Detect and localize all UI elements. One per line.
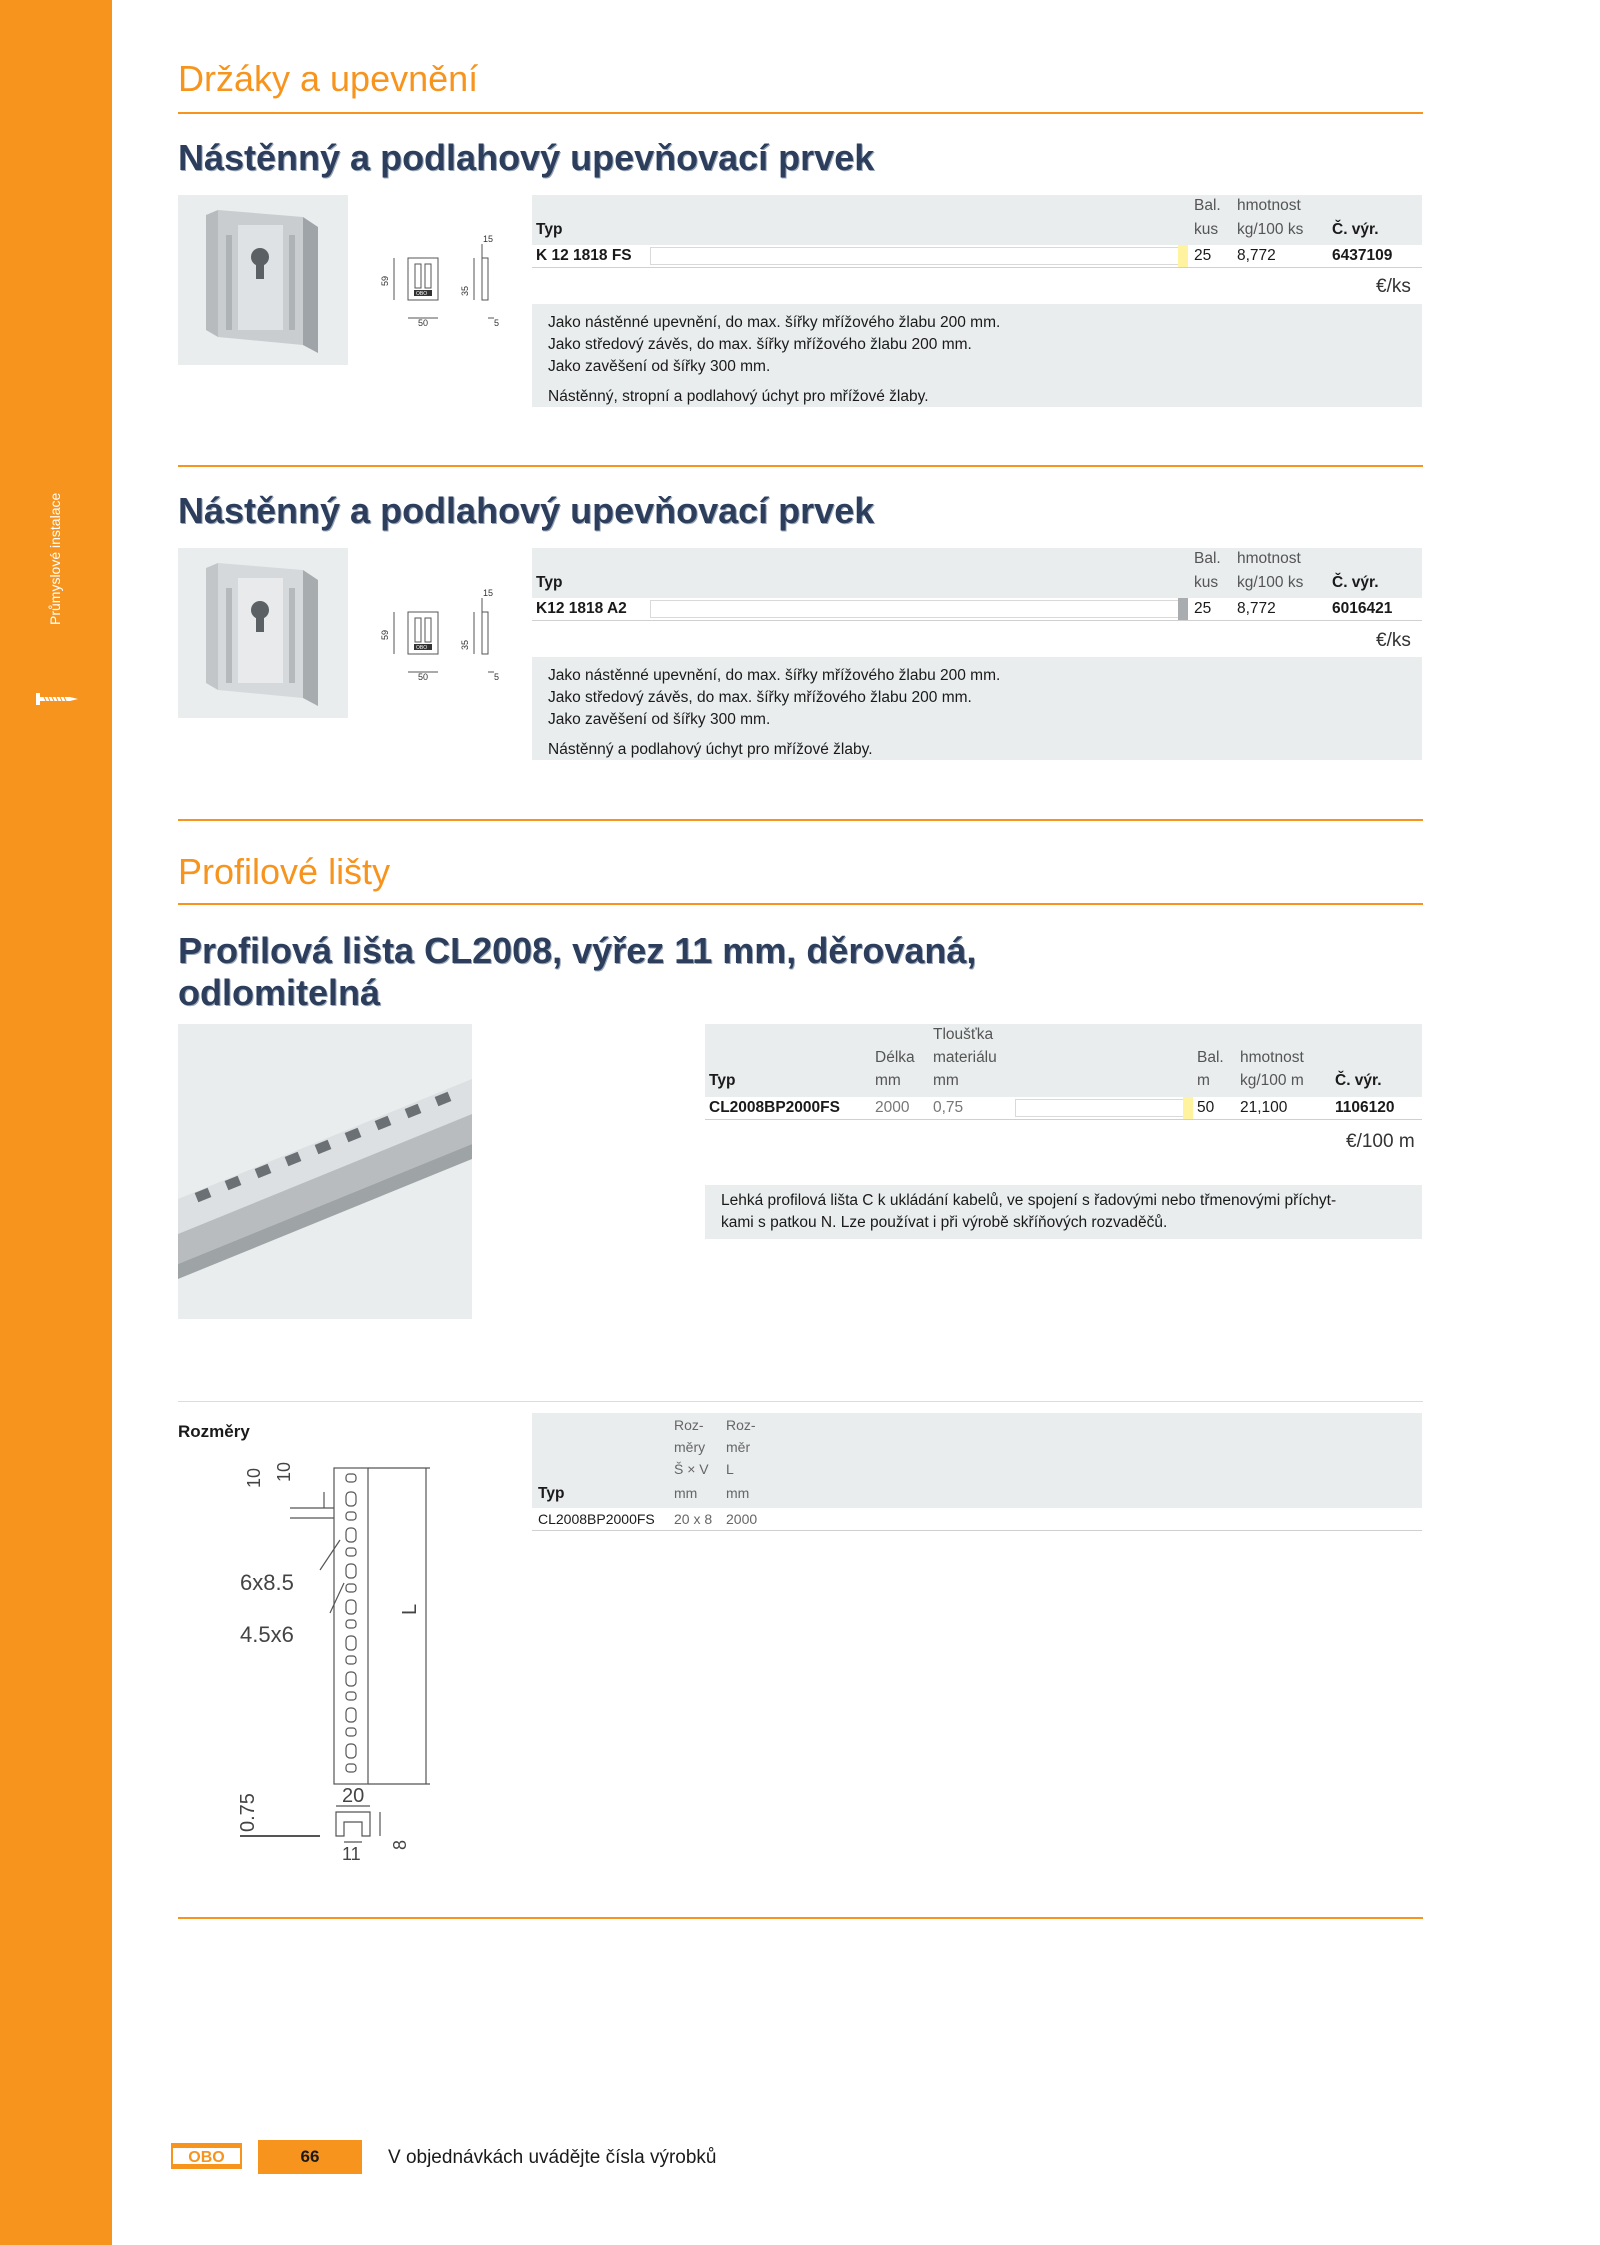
divider (178, 903, 1423, 905)
obo-logo (171, 2143, 242, 2169)
technical-drawing (370, 582, 510, 694)
section-title: Držáky a upevnění (178, 58, 479, 99)
svg-text:35: 35 (460, 285, 470, 296)
price-unit: €/100 m (1346, 1131, 1415, 1152)
divider (178, 1401, 1423, 1402)
divider (178, 1917, 1423, 1919)
sidebar-label: Průmyslové instalace (47, 492, 63, 625)
svg-text:6x8.5: 6x8.5 (240, 1570, 294, 1595)
product-title: Profilová lišta CL2008, výřez 11 mm, děrovaná, odlomitelná (178, 930, 977, 1013)
svg-text:10: 10 (244, 1467, 264, 1488)
table-row: CL2008BP2000FS 2000 0,75 50 21,100 1106120 (705, 1097, 1422, 1120)
table-row: K12 1818 A2 25 8,772 6016421 (532, 598, 1422, 621)
svg-text:5: 5 (494, 672, 500, 682)
svg-text:59: 59 (380, 629, 390, 640)
svg-text:10: 10 (274, 1461, 294, 1482)
status-tag (1178, 598, 1188, 620)
divider (178, 465, 1423, 467)
spec-header: Bal. hmotnost Typ kus kg/100 ks Č. výr. (532, 548, 1422, 598)
dimensions-label: Rozměry (178, 1422, 250, 1441)
svg-text:59: 59 (380, 275, 390, 286)
price-unit: €/ks (1376, 630, 1411, 651)
svg-text:8: 8 (390, 1839, 410, 1850)
spec-table (705, 1024, 1422, 1120)
svg-text:OBO: OBO (188, 2149, 225, 2166)
svg-text:4.5x6: 4.5x6 (240, 1622, 294, 1647)
dimension-table (532, 1413, 1422, 1531)
svg-text:15: 15 (483, 234, 494, 244)
product-description: Lehká profilová lišta C k ukládání kabelů, ve spojení s řadovými nebo třmenovými příchyt- kami s patkou N. Lze používat i při výrobě skříňových rozvaděčů. (705, 1185, 1422, 1239)
status-tag (1183, 1097, 1193, 1119)
spec-table (532, 548, 1422, 621)
footer-text: V objednávkách uvádějte čísla výrobků (388, 2147, 717, 2168)
divider (178, 112, 1423, 114)
product-title: Nástěnný a podlahový upevňovací prvek (178, 137, 875, 178)
dimension-drawing (230, 1440, 460, 1860)
product-photo (178, 548, 348, 718)
divider (178, 819, 1423, 821)
svg-text:11: 11 (342, 1844, 361, 1860)
section-title: Profilové lišty (178, 851, 391, 892)
page-number: 66 (258, 2140, 362, 2174)
product-description: Jako nástěnné upevnění, do max. šířky mřížového žlabu 200 mm. Jako středový závěs, do max. šířky mřížového žlabu 200 mm. Jako zavěšení od šířky 300 mm. Nástěnný, stropní a podlahový úchyt pro mřížové žlaby. (532, 304, 1422, 407)
table-row: K 12 1818 FS 25 8,772 6437109 (532, 245, 1422, 268)
product-title: Nástěnný a podlahový upevňovací prvek (178, 490, 875, 531)
spec-header: Tloušťka Délka materiálu Bal. hmotnost Typ mm mm m kg/100 m Č. výr. (705, 1024, 1422, 1097)
svg-text:50: 50 (418, 318, 429, 328)
svg-text:15: 15 (483, 588, 494, 598)
svg-text:L: L (399, 1603, 421, 1615)
svg-text:0.75: 0.75 (237, 1793, 259, 1832)
svg-text:OBO: OBO (416, 291, 428, 297)
product-photo (178, 195, 348, 365)
status-tag (1178, 245, 1188, 267)
svg-text:20: 20 (342, 1785, 365, 1807)
spec-header: Roz- Roz- měry měr Š × V L Typ mm mm (532, 1413, 1422, 1508)
svg-text:OBO: OBO (416, 645, 428, 651)
svg-text:35: 35 (460, 639, 470, 650)
spec-header: Bal. hmotnost Typ kus kg/100 ks Č. výr. (532, 195, 1422, 245)
sidebar (0, 0, 112, 2245)
table-row: CL2008BP2000FS 20 x 8 2000 (532, 1508, 1422, 1531)
svg-text:50: 50 (418, 672, 429, 682)
technical-drawing (370, 228, 510, 340)
product-description: Jako nástěnné upevnění, do max. šířky mřížového žlabu 200 mm. Jako středový závěs, do max. šířky mřížového žlabu 200 mm. Jako zavěšení od šířky 300 mm. Nástěnný a podlahový úchyt pro mřížové žlaby. (532, 657, 1422, 760)
screw-icon (34, 690, 80, 708)
svg-text:5: 5 (494, 318, 500, 328)
product-photo (178, 1024, 472, 1319)
spec-table (532, 195, 1422, 268)
price-unit: €/ks (1376, 276, 1411, 297)
